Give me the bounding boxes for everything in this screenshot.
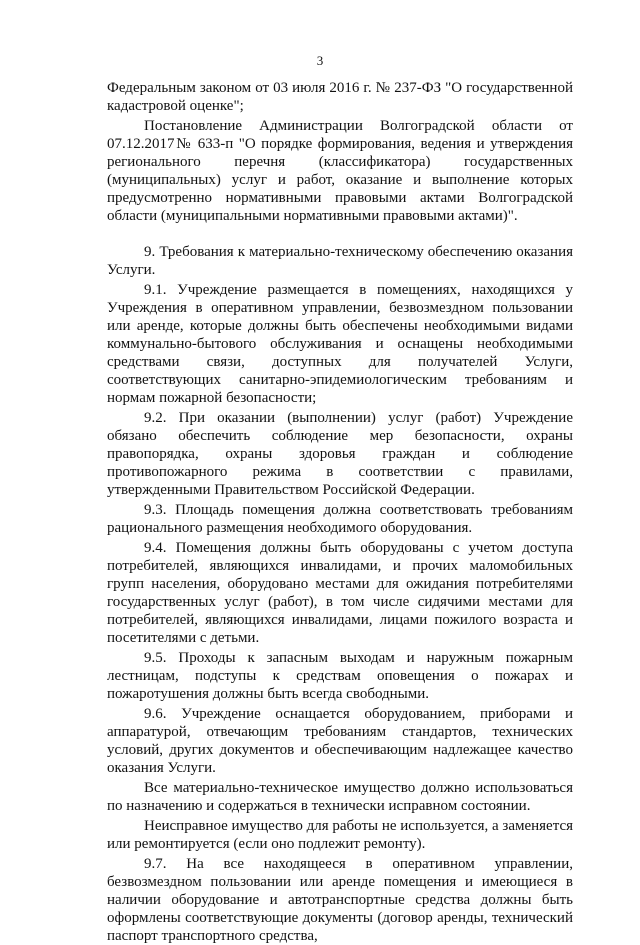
paragraph-resolution: Постановление Администрации Волгоградской области от 07.12.2017№ 633-п "О порядке формирования, ведения и утверждения регионального перечня (классификатора) государственных (муниципальных) услуг и работ, оказание и выполнение которых предусмотренно нормативными правовыми актами Волгоградской области (муниципальными нормативными правовыми актами)". bbox=[107, 118, 573, 224]
paragraph-federal-law: Федеральным законом от 03 июля 2016 г. № 237-ФЗ "О государственной кадастровой оценке"; bbox=[107, 80, 573, 114]
paragraph-9-4: 9.4. Помещения должны быть оборудованы с учетом доступа потребителей, являющихся инвалидами, и прочих маломобильных групп населения, оборудовано местами для ожидания потребителями государственных услуг (работ), в том числе сидячими местами для потребителей, являющихся инвалидами, лицами пожилого возраста и посетителями с детьми. bbox=[107, 540, 573, 646]
paragraph-9-2: 9.2. При оказании (выполнении) услуг (работ) Учреждение обязано обеспечить соблюдение мер безопасности, охраны правопорядка, охраны здоровья граждан и соблюдение противопожарного режима в соответствии с правилами, утвержденными Правительством Российской Федерации. bbox=[107, 410, 573, 498]
paragraph-faulty-property: Неисправное имущество для работы не используется, а заменяется или ремонтируется (если оно подлежит ремонту). bbox=[107, 818, 574, 852]
document-body bbox=[107, 79, 573, 945]
page-number: 3 bbox=[316, 53, 324, 68]
paragraph-9-6: 9.6. Учреждение оснащается оборудованием, приборами и аппаратурой, отвечающим требованиям стандартов, технических условий, других документов и обеспечивающим надлежащее качество оказания Услуги. bbox=[107, 706, 573, 776]
paragraph-9-5: 9.5. Проходы к запасным выходам и наружным пожарным лестницам, подступы к средствам оповещения о пожарах и пожаротушения должны быть всегда свободными. bbox=[107, 650, 573, 702]
section-heading-9: 9. Требования к материально-техническому обеспечению оказания Услуги. bbox=[107, 244, 573, 278]
paragraph-property-use: Все материально-техническое имущество должно использоваться по назначению и содержаться в технически исправном состоянии. bbox=[107, 780, 573, 814]
paragraph-9-7: 9.7. На все находящееся в оперативном управлении, безвозмездном пользовании или аренде помещения и имеющиеся в наличии оборудование и автотранспортные средства должны быть оформлены соответствующие документы (договор аренды, технический паспорт транспортного средства, bbox=[107, 856, 573, 944]
paragraph-9-1: 9.1. Учреждение размещается в помещениях, находящихся у Учреждения в оперативном управлении, безвозмездном пользовании или аренде, которые должны быть обеспечены необходимыми видами коммунально-бытового обслуживания и оснащены необходимыми средствами связи, доступных для получателей Услуги, соответствующих санитарно-эпидемиологическим требованиям и нормам пожарной безопасности; bbox=[107, 282, 573, 406]
paragraph-9-3: 9.3. Площадь помещения должна соответствовать требованиям рационального размещения необходимого оборудования. bbox=[107, 502, 573, 536]
